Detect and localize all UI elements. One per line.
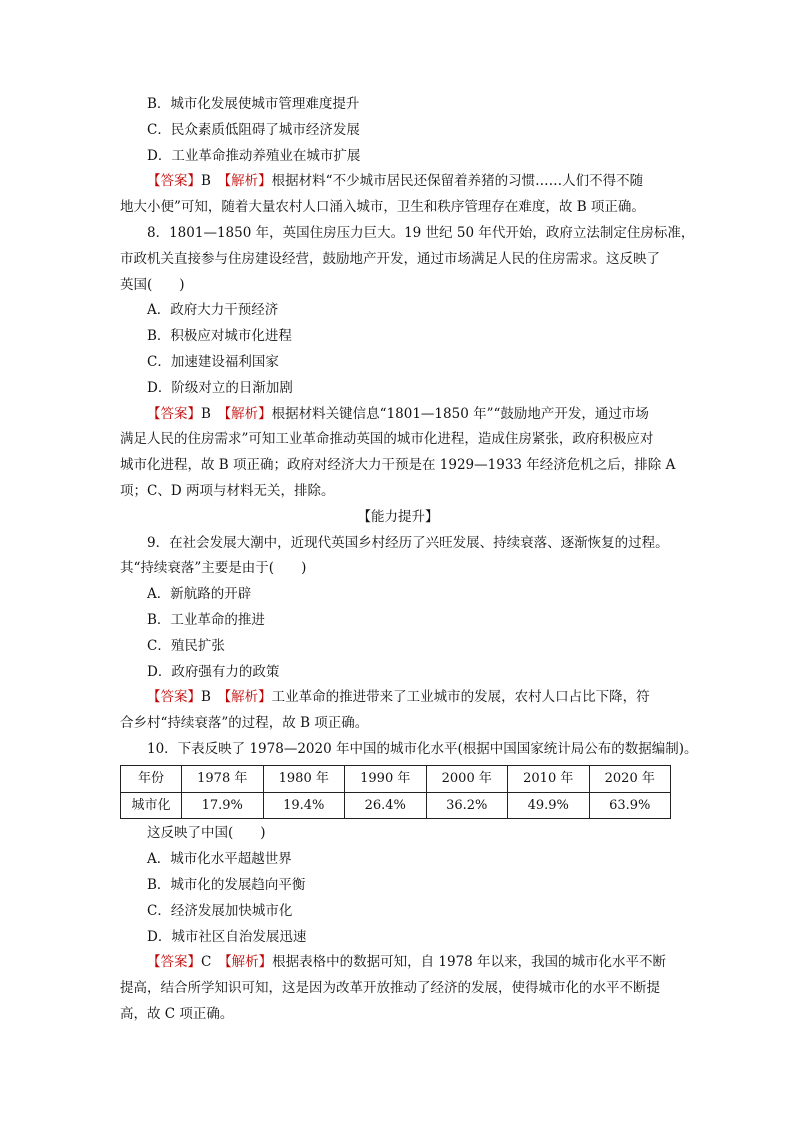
table-cell: 36.2% bbox=[426, 792, 508, 819]
table-cell: 2020 年 bbox=[589, 765, 671, 792]
option-line: B．工业革命的推进 bbox=[147, 611, 265, 628]
text-line: 地大小便”可知，随着大量农村人口涌入城市，卫生和秩序管理存在难度，故 B 项正确。 bbox=[120, 199, 645, 216]
option-line: D．工业革命推动养殖业在城市扩展 bbox=[147, 147, 361, 164]
answer-tag: 【答案】 bbox=[147, 689, 201, 706]
answer-tag: 【答案】 bbox=[147, 173, 201, 190]
table-header-row bbox=[121, 765, 671, 792]
question-line: 9．在社会发展大潮中，近现代英国乡村经历了兴旺发展、持续衰落、逐渐恢复的过程。 bbox=[147, 534, 669, 551]
text-line: 高，故 C 项正确。 bbox=[120, 1005, 234, 1022]
table-cell: 1978 年 bbox=[182, 765, 264, 792]
option-line: D．城市社区自治发展迅速 bbox=[147, 928, 307, 945]
table-cell: 19.4% bbox=[263, 792, 345, 819]
option-line: A．政府大力干预经济 bbox=[147, 302, 279, 319]
table-cell: 63.9% bbox=[589, 792, 671, 819]
option-line: D．阶级对立的日渐加剧 bbox=[147, 379, 293, 396]
analysis-text: 根据表格中的数据可知，自 1978 年以来，我国的城市化水平不断 bbox=[272, 954, 667, 971]
table-cell: 49.9% bbox=[508, 792, 590, 819]
question-line: 8．1801—1850 年，英国住房压力巨大。19 世纪 50 年代开始，政府立法制定住房标准， bbox=[147, 224, 695, 241]
text-line: 提高，结合所学知识可知，这是因为改革开放推动了经济的发展，使得城市化的水平不断提 bbox=[120, 980, 660, 997]
analysis-tag: 【解析】 bbox=[224, 405, 272, 422]
page-content bbox=[120, 92, 698, 1028]
text-line: 市政机关直接参与住房建设经营，鼓励地产开发，通过市场满足人民的住房需求。这反映了 bbox=[120, 250, 660, 267]
table-cell: 26.4% bbox=[345, 792, 427, 819]
table-cell: 城市化 bbox=[121, 792, 182, 819]
urbanization-table bbox=[120, 765, 671, 820]
table-row bbox=[121, 792, 671, 819]
text-line: 满足人民的住房需求”可知工业革命推动英国的城市化进程，造成住房紧张，政府积极应对 bbox=[120, 431, 654, 448]
option-line: D．政府强有力的政策 bbox=[147, 663, 280, 680]
text-line: 项；C、D 两项与材料无关，排除。 bbox=[120, 482, 335, 499]
table-cell: 年份 bbox=[121, 765, 182, 792]
option-line: A．新航路的开辟 bbox=[147, 586, 252, 603]
option-line: C．殖民扩张 bbox=[147, 637, 225, 654]
option-line: B．城市化的发展趋向平衡 bbox=[147, 876, 306, 893]
answer-letter: C bbox=[201, 954, 225, 971]
analysis-text: 根据材料“不少城市居民还保留着养猪的习惯……人们不得不随 bbox=[271, 173, 644, 190]
option-line: C．经济发展加快城市化 bbox=[147, 902, 293, 919]
text-block-1 bbox=[120, 92, 698, 763]
answer-line bbox=[120, 685, 676, 711]
option-line: C．民众素质低阻碍了城市经济发展 bbox=[147, 121, 360, 138]
analysis-tag: 【解析】 bbox=[224, 689, 272, 706]
text-line: 其“持续衰落”主要是由于( ) bbox=[120, 560, 307, 577]
text-block-2 bbox=[120, 821, 676, 1027]
table-cell: 2010 年 bbox=[508, 765, 590, 792]
answer-letter: B bbox=[201, 173, 225, 190]
table-cell: 2000 年 bbox=[426, 765, 508, 792]
section-heading: 【能力提升】 bbox=[357, 508, 439, 525]
table-cell: 1990 年 bbox=[345, 765, 427, 792]
table-cell: 1980 年 bbox=[263, 765, 345, 792]
text-line: 合乡村“持续衰落”的过程，故 B 项正确。 bbox=[120, 715, 369, 732]
table-cell: 17.9% bbox=[182, 792, 264, 819]
text-line: 英国( ) bbox=[120, 276, 185, 293]
text-line: 城市化进程，故 B 项正确；政府对经济大力干预是在 1929—1933 年经济危机之后，排除 A bbox=[120, 457, 676, 474]
answer-line bbox=[120, 950, 676, 976]
question-line: 10．下表反映了 1978—2020 年中国的城市化水平(根据中国国家统计局公布的数据编制)。 bbox=[147, 740, 698, 757]
option-line: C．加速建设福利国家 bbox=[147, 353, 279, 370]
answer-tag: 【答案】 bbox=[147, 405, 201, 422]
answer-line bbox=[120, 402, 676, 428]
analysis-text: 工业革命的推进带来了工业城市的发展，农村人口占比下降，符 bbox=[271, 689, 650, 706]
analysis-tag: 【解析】 bbox=[224, 173, 272, 190]
option-line: B．城市化发展使城市管理难度提升 bbox=[147, 96, 360, 112]
answer-line bbox=[120, 169, 676, 195]
analysis-text: 根据材料关键信息“1801—1850 年”“鼓励地产开发，通过市场 bbox=[271, 405, 649, 422]
analysis-tag: 【解析】 bbox=[224, 954, 273, 971]
answer-tag: 【答案】 bbox=[147, 954, 201, 971]
answer-letter: B bbox=[201, 689, 225, 706]
option-line: A．城市化水平超越世界 bbox=[147, 851, 292, 868]
answer-letter: B bbox=[201, 405, 225, 422]
option-line: B．积极应对城市化进程 bbox=[147, 328, 292, 345]
question-line: 这反映了中国( ) bbox=[147, 825, 266, 842]
